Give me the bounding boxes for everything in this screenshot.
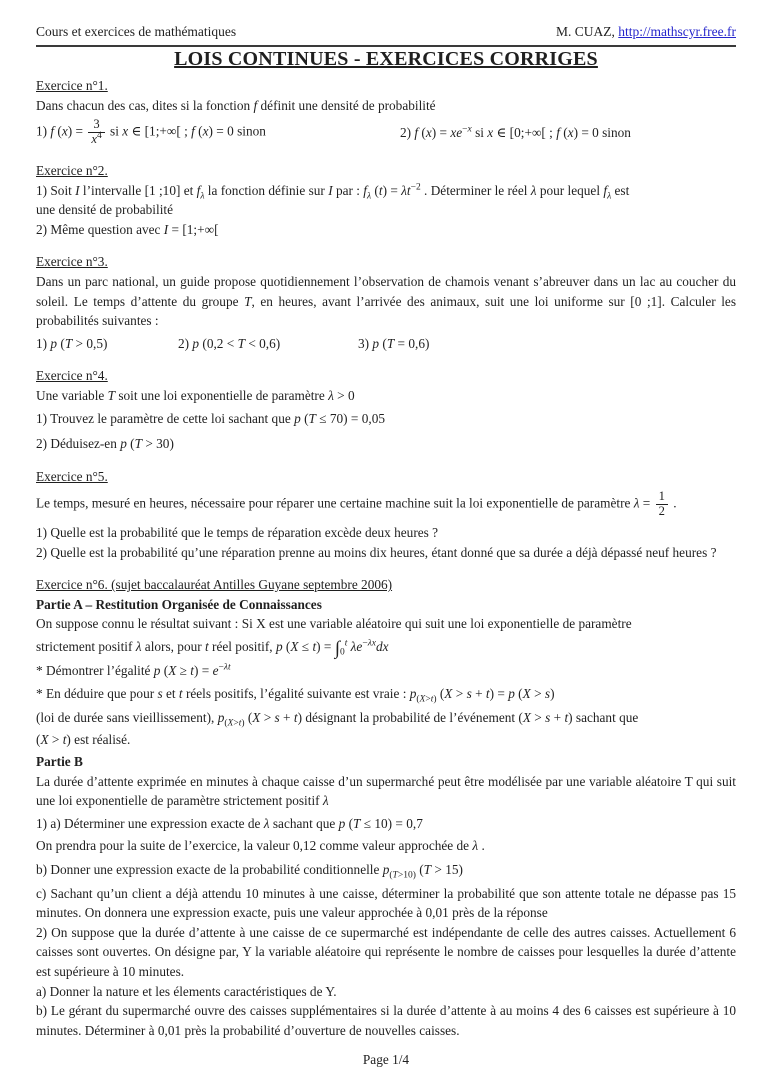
page-header — [36, 22, 736, 47]
exercise-6-b1-note: On prendra pour la suite de l’exercice, la valeur 0,12 comme valeur approchée de λ . — [36, 838, 485, 854]
exercise-5-line1: Le temps, mesuré en heures, nécessaire pour réparer une certaine machine suit la loi exponentielle de paramètre λ = $\frac{1}{2}$ . — [36, 489, 677, 519]
exercise-5-line3: 2) Quelle est la probabilité qu’une réparation prenne au moins dix heures, étant donné que sa durée a déjà dépassé neuf heures ? — [36, 544, 717, 560]
exercise-1-q1: 1) f (x) = $\frac{3}{x^4}$ si x ∈ [1;+∞[ ; f (x) = 0 sinon — [36, 117, 266, 147]
document-title: LOIS CONTINUES - EXERCICES CORRIGES — [174, 47, 598, 70]
exercise-6-partA-p3: (loi de durée sans vieillissement), $p_{(X>t)}$ (X > s + t) désignant la probabilité de l’événement (X > s + t) sachant que — [36, 709, 639, 729]
header-right — [556, 22, 736, 42]
exercise-1-q2: 2) f $(x) = xe^{-x}$ si x ∈ [0;+∞[ ; f (x) = 0 sinon — [400, 124, 631, 140]
exercise-2-heading: Exercice n°2. — [36, 163, 108, 179]
exercise-6-partA-p2: strictement positif λ alors, pour t réel positif, p $(X \le t) = \int_0^t$ $\lambda e^{-\lambda x}dx$ — [36, 638, 389, 660]
exercise-6-b1a: 1) a) Déterminer une expression exacte de λ sachant que p (T ≤ 10) = 0,7 — [36, 815, 423, 831]
exercise-6-star1: * Démontrer l’égalité p $(X \ge t) = e^{-\lambda t}$ — [36, 662, 231, 678]
exercise-1-intro: Dans chacun des cas, dites si la fonction f définit une densité de probabilité — [36, 97, 436, 113]
exercise-6-star2: * En déduire que pour s et t réels positifs, l’égalité suivante est vraie : $p_{(X>t)}$ (X > s + t) = p (X > s) — [36, 686, 555, 705]
mathscyr-link[interactable]: http://mathscyr.free.fr — [618, 24, 736, 39]
exercise-6-partA-p4: (X > t) est réalisé. — [36, 732, 131, 748]
exercise-6-b1c: c) Sachant qu’un client a déjà attendu 10 minutes à une caisse, déterminer la probabilité que son attente totale ne dépasse pas 15 minutes. On donnera une expression exacte, puis une valeur approchée à 0,01 près de la réponse — [36, 885, 736, 921]
exercise-3-paragraph: Dans un parc national, un guide propose quotidiennement l’observation de chamois venant s’abreuver dans un lac au coucher du soleil. Le temps d’attente du groupe T, en heures, avant l’arrivée des animaux, suit une loi uniforme sur [0 ;1]. Calculer les probabilités suivantes : — [36, 274, 736, 329]
exercise-3-questions — [36, 334, 736, 354]
exercise-4-heading: Exercice n°4. — [36, 368, 108, 384]
exercise-3-heading: Exercice n°3. — [36, 254, 108, 270]
exercise-6-heading: Exercice n°6. (sujet baccalauréat Antilles Guyane septembre 2006) — [36, 577, 393, 593]
author-name: M. CUAZ, — [556, 24, 619, 39]
exercise-1-heading: Exercice n°1. — [36, 78, 108, 94]
exercise-6-b1b: b) Donner une expression exacte de la probabilité conditionnelle $p_{(T>10)}$ (T > 15) — [36, 861, 463, 881]
exercise-6-b2a: a) Donner la nature et les élements caractéristiques de Y. — [36, 983, 337, 999]
exercise-6-b2: 2) On suppose que la durée d’attente à une caisse de ce supermarché est indépendante de celle des autres caisses. Actuellement 6 caisses sont ouvertes. On désigne par, Y la variable aléatoire qui représente le nombre de caisses pour lesquelles la durée d’attente est supérieure à 10 minutes. — [36, 924, 736, 979]
exercise-6-partB-title: Partie B — [36, 754, 83, 769]
header-left-text: Cours et exercices de mathématiques — [36, 24, 237, 39]
exercise-4-line3: 2) Déduisez-en p (T > 30) — [36, 436, 174, 452]
page-number: Page 1/4 — [362, 1052, 410, 1068]
exercise-4-line1: Une variable T soit une loi exponentielle de paramètre λ > 0 — [36, 388, 355, 403]
exercise-2-line3: 2) Même question avec I = [1;+∞[ — [36, 221, 219, 237]
exercise-4-line2: 1) Trouvez le paramètre de cette loi sachant que p (T ≤ 70) = 0,05 — [36, 410, 386, 426]
exercise-3-q3: 3) p (T = 0,6) — [358, 335, 430, 351]
exercise-1-questions — [36, 117, 736, 148]
exercise-2-line2: une densité de probabilité — [36, 202, 173, 218]
exercise-5-line2: 1) Quelle est la probabilité que le temps de réparation excède deux heures ? — [36, 525, 439, 541]
exercise-3-q1: 1) p (T > 0,5) — [36, 335, 108, 351]
exercise-6-partA-title: Partie A – Restitution Organisée de Connaissances — [36, 596, 322, 612]
exercise-6-b2b: b) Le gérant du supermarché ouvre des caisses supplémentaires si la durée d’attente à au moins 4 des 6 caisses est supérieure à 10 minutes. Déterminer à 0,01 près la probabilité d’ouverture de nouvelles caisses. — [36, 1003, 736, 1038]
exercise-3-q2: 2) p (0,2 < T < 0,6) — [178, 335, 281, 351]
exercise-6-partA-p1: On suppose connu le résultat suivant : Si X est une variable aléatoire qui suit une loi exponentielle de paramètre — [36, 616, 632, 632]
exercise-2-line1: 1) Soit I l’intervalle [1 ;10] et $f_\lambda$ la fonction définie sur I par : $f_\lambda$ $(t) = \lambda t^{-2}$ . Déterminer le réel λ pour lequel $f_\lambda$ est — [36, 182, 630, 202]
exercise-5-heading: Exercice n°5. — [36, 468, 108, 484]
exercise-6-partB-p1: La durée d’attente exprimée en minutes à chaque caisse d’un supermarché peut être modélisée par une variable aléatoire T qui suit une loi exponentielle de paramètre strictement positif λ — [36, 773, 736, 809]
